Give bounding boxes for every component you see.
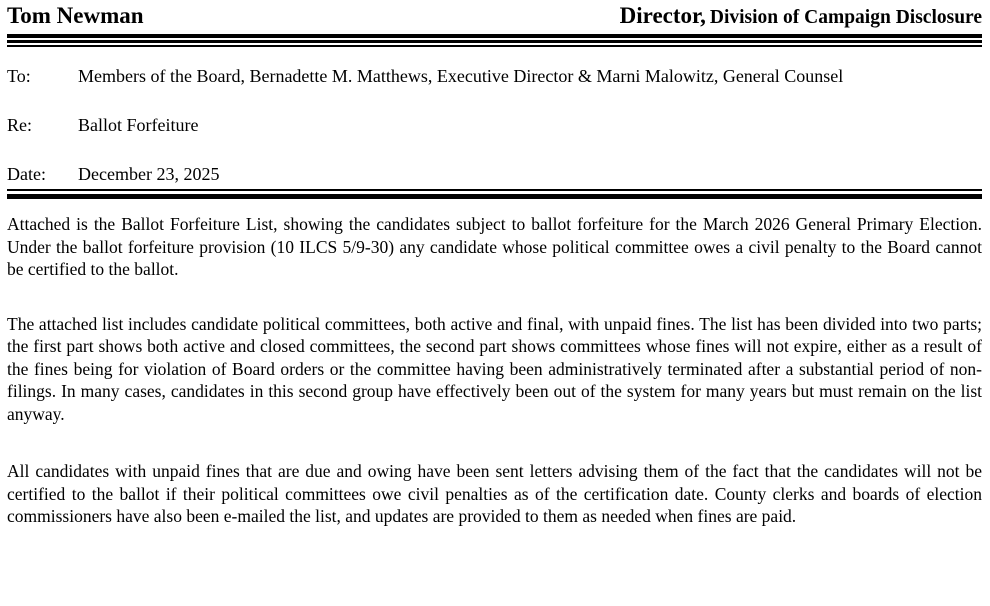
- date-label: Date:: [7, 164, 46, 184]
- re-value: Ballot Forfeiture: [78, 115, 199, 135]
- divider-rule: [7, 189, 982, 199]
- memo-header: [7, 3, 982, 32]
- to-label: To:: [7, 66, 31, 86]
- header-rule: [7, 34, 982, 47]
- field-row-to: [7, 63, 982, 90]
- memo-fields: [7, 63, 982, 188]
- to-value: Members of the Board, Bernadette M. Matthews, Executive Director & Marni Malowitz, General Counsel: [78, 66, 844, 86]
- author-title-secondary: Division of Campaign Disclosure: [709, 7, 982, 28]
- body-paragraph-2: The attached list includes candidate political committees, both active and final, with unpaid fines. The list has been divided into two parts; the first part shows both active and closed committees, the second part shows committees whose fines will not expire, either as a result of the fines being for violation of Board orders or the committee having been administratively terminated after a substantial period of non-filings. In many cases, candidates in this second group have effectively been out of the system for many years but must remain on the list anyway.: [7, 313, 982, 424]
- memo-body: [7, 213, 982, 528]
- author-title-primary: Director,: [619, 3, 706, 28]
- re-label: Re:: [7, 115, 32, 135]
- body-paragraph-3: All candidates with unpaid fines that are due and owing have been sent letters advising them of the fact that the candidates will not be certified to the ballot if their political committees owe civil penalties as of the certification date. County clerks and boards of election commissioners have also been e-mailed the list, and updates are provided to them as needed when fines are paid.: [7, 461, 982, 526]
- date-value: December 23, 2025: [78, 164, 220, 184]
- author-title: [620, 3, 982, 32]
- field-row-re: [7, 112, 982, 139]
- body-paragraph-1: Attached is the Ballot Forfeiture List, showing the candidates subject to ballot forfeiture for the March 2026 General Primary Election. Under the ballot forfeiture provision (10 ILCS 5/9-30) any candidate whose political committee owes a civil penalty to the Board cannot be certified to the ballot.: [7, 214, 982, 279]
- field-row-date: [7, 161, 982, 188]
- author-name: Tom Newman: [7, 3, 144, 28]
